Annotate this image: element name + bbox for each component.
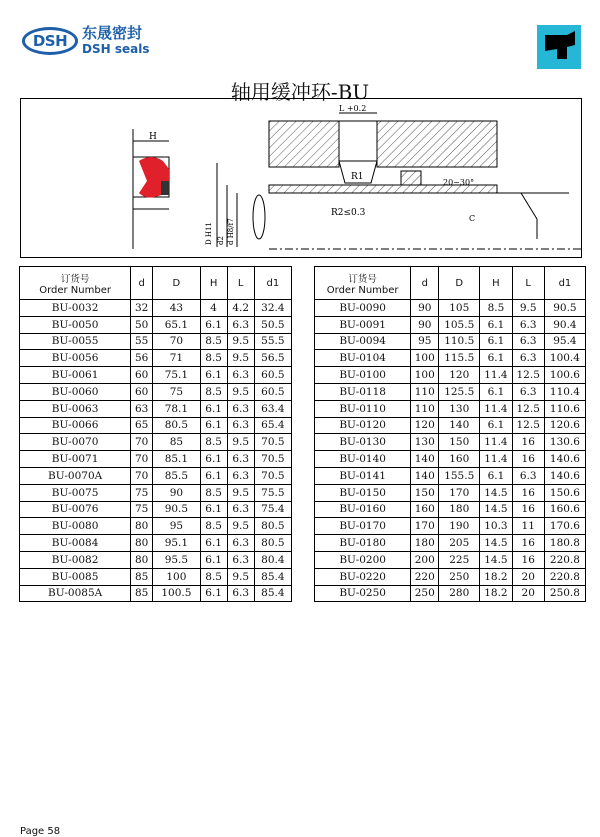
table-cell: 8.5	[200, 383, 227, 400]
table-cell: 78.1	[153, 400, 200, 417]
col-d1: d1	[254, 267, 291, 300]
table-cell: 6.1	[200, 400, 227, 417]
table-cell: 125.5	[439, 383, 480, 400]
col-L: L	[512, 267, 544, 300]
table-row	[20, 417, 292, 434]
table-cell: 6.3	[512, 316, 544, 333]
table-row	[20, 316, 292, 333]
table-cell: 180	[411, 535, 439, 552]
table-cell: 105	[439, 300, 480, 317]
table-cell: 50	[131, 316, 153, 333]
table-cell: 80.5	[153, 417, 200, 434]
table-cell: 14.5	[480, 551, 512, 568]
table-cell: 200	[411, 551, 439, 568]
table-cell: 95.5	[153, 551, 200, 568]
table-cell: 190	[439, 518, 480, 535]
table-cell: 6.3	[227, 451, 254, 468]
table-cell: 50.5	[254, 316, 291, 333]
company-logo	[22, 26, 149, 55]
table-cell: 11	[512, 518, 544, 535]
table-cell: 11.4	[480, 434, 512, 451]
table-cell: 180	[439, 501, 480, 518]
table-cell: 6.1	[200, 316, 227, 333]
table-cell: 16	[512, 434, 544, 451]
table-cell: 100.6	[544, 367, 585, 384]
table-cell: 160.6	[544, 501, 585, 518]
table-cell: 120	[439, 367, 480, 384]
col-L: L	[227, 267, 254, 300]
table-cell: 110	[411, 400, 439, 417]
table-cell: BU-0150	[315, 484, 411, 501]
table-cell: 65	[131, 417, 153, 434]
table-row	[20, 350, 292, 367]
table-cell: 150	[439, 434, 480, 451]
table-cell: 70	[131, 451, 153, 468]
table-cell: 140.6	[544, 451, 585, 468]
seal-profile-icon	[537, 25, 581, 69]
table-cell: 75	[131, 501, 153, 518]
table-row	[20, 501, 292, 518]
table-cell: 95	[153, 518, 200, 535]
table-cell: BU-0060	[20, 383, 131, 400]
table-cell: 6.3	[227, 316, 254, 333]
table-cell: 80	[131, 535, 153, 552]
table-row	[20, 434, 292, 451]
table-cell: 90	[153, 484, 200, 501]
table-cell: 85.4	[254, 568, 291, 585]
table-cell: 75.1	[153, 367, 200, 384]
table-cell: 6.3	[512, 350, 544, 367]
table-cell: 6.3	[227, 367, 254, 384]
table-cell: BU-0110	[315, 400, 411, 417]
table-cell: 8.5	[200, 350, 227, 367]
table-cell: 6.3	[227, 417, 254, 434]
table-cell: 56	[131, 350, 153, 367]
table-cell: BU-0082	[20, 551, 131, 568]
table-row	[20, 535, 292, 552]
table-row	[20, 451, 292, 468]
table-cell: BU-0250	[315, 585, 411, 602]
table-row	[20, 518, 292, 535]
col-D: D	[153, 267, 200, 300]
table-cell: BU-0118	[315, 383, 411, 400]
table-cell: 20	[512, 585, 544, 602]
table-cell: 8.5	[200, 434, 227, 451]
svg-text:d2: d2	[217, 236, 225, 245]
table-cell: 9.5	[512, 300, 544, 317]
table-cell: BU-0085A	[20, 585, 131, 602]
table-cell: 140	[411, 451, 439, 468]
table-cell: 6.1	[480, 467, 512, 484]
col-H: H	[480, 267, 512, 300]
table-cell: 14.5	[480, 501, 512, 518]
table-cell: 110.5	[439, 333, 480, 350]
table-row	[315, 383, 586, 400]
table-row	[20, 383, 292, 400]
table-cell: 100.4	[544, 350, 585, 367]
table-cell: BU-0050	[20, 316, 131, 333]
table-cell: BU-0120	[315, 417, 411, 434]
table-cell: 6.3	[227, 585, 254, 602]
table-cell: 90.5	[544, 300, 585, 317]
table-cell: 280	[439, 585, 480, 602]
table-cell: 12.5	[512, 367, 544, 384]
table-cell: 9.5	[227, 568, 254, 585]
table-cell: 250	[439, 568, 480, 585]
table-cell: BU-0085	[20, 568, 131, 585]
col-H: H	[200, 267, 227, 300]
logo-en: DSH seals	[82, 42, 150, 56]
table-row	[20, 367, 292, 384]
table-cell: BU-0100	[315, 367, 411, 384]
table-cell: 60.5	[254, 367, 291, 384]
table-cell: BU-0056	[20, 350, 131, 367]
table-cell: 115.5	[439, 350, 480, 367]
svg-text:20~30°: 20~30°	[443, 178, 475, 187]
table-cell: BU-0080	[20, 518, 131, 535]
table-row	[315, 585, 586, 602]
table-cell: 9.5	[227, 333, 254, 350]
table-cell: 4	[200, 300, 227, 317]
table-cell: 12.5	[512, 417, 544, 434]
table-cell: 20	[512, 568, 544, 585]
table-cell: 32	[131, 300, 153, 317]
table-row	[315, 518, 586, 535]
table-cell: 6.1	[480, 383, 512, 400]
table-cell: 6.1	[200, 417, 227, 434]
table-cell: 90	[411, 316, 439, 333]
table-row	[315, 434, 586, 451]
table-cell: 55	[131, 333, 153, 350]
table-row	[20, 551, 292, 568]
table-cell: 6.1	[200, 451, 227, 468]
table-cell: 85	[131, 585, 153, 602]
table-cell: BU-0220	[315, 568, 411, 585]
logo-text	[82, 26, 149, 55]
table-cell: BU-0170	[315, 518, 411, 535]
table-cell: BU-0070A	[20, 467, 131, 484]
table-cell: BU-0070	[20, 434, 131, 451]
table-cell: 80	[131, 551, 153, 568]
table-cell: 225	[439, 551, 480, 568]
seal-diagram	[20, 98, 582, 258]
table-cell: BU-0141	[315, 467, 411, 484]
col-d1: d1	[544, 267, 585, 300]
col-d: d	[411, 267, 439, 300]
table-cell: 170	[439, 484, 480, 501]
table-cell: 18.2	[480, 568, 512, 585]
table-cell: 32.4	[254, 300, 291, 317]
table-cell: 8.5	[200, 484, 227, 501]
table-cell: 6.1	[480, 316, 512, 333]
table-cell: 8.5	[200, 518, 227, 535]
table-cell: 110.6	[544, 400, 585, 417]
table-cell: BU-0061	[20, 367, 131, 384]
table-cell: 100.5	[153, 585, 200, 602]
table-cell: BU-0032	[20, 300, 131, 317]
svg-text:D H11: D H11	[205, 222, 213, 245]
table-cell: 90.5	[153, 501, 200, 518]
table-cell: 6.1	[200, 585, 227, 602]
table-cell: 14.5	[480, 535, 512, 552]
table-cell: 90	[411, 300, 439, 317]
table-cell: 6.3	[227, 551, 254, 568]
table-cell: BU-0200	[315, 551, 411, 568]
table-cell: 100	[411, 350, 439, 367]
table-cell: 6.1	[200, 535, 227, 552]
table-row	[315, 300, 586, 317]
table-cell: 6.1	[200, 501, 227, 518]
table-row	[20, 568, 292, 585]
table-cell: 75.4	[254, 501, 291, 518]
table-cell: 90.4	[544, 316, 585, 333]
table-cell: 170	[411, 518, 439, 535]
table-cell: BU-0076	[20, 501, 131, 518]
page-number: Page 58	[20, 826, 61, 837]
table-cell: 6.3	[227, 501, 254, 518]
table-cell: BU-0084	[20, 535, 131, 552]
table-cell: 250.8	[544, 585, 585, 602]
table-cell: 70	[131, 467, 153, 484]
table-cell: 18.2	[480, 585, 512, 602]
table-cell: BU-0063	[20, 400, 131, 417]
table-cell: 250	[411, 585, 439, 602]
table-cell: 14.5	[480, 484, 512, 501]
table-cell: 140	[411, 467, 439, 484]
table-cell: 160	[411, 501, 439, 518]
svg-text:C: C	[469, 214, 476, 223]
table-cell: 110	[411, 383, 439, 400]
table-cell: 60	[131, 383, 153, 400]
col-order: 订货号 Order Number	[315, 267, 411, 300]
table-cell: 6.3	[512, 467, 544, 484]
table-cell: 43	[153, 300, 200, 317]
table-row	[315, 333, 586, 350]
table-cell: 105.5	[439, 316, 480, 333]
table-cell: 85	[131, 568, 153, 585]
table-cell: BU-0140	[315, 451, 411, 468]
table-cell: 6.1	[480, 333, 512, 350]
table-cell: 80.5	[254, 518, 291, 535]
table-row	[315, 367, 586, 384]
table-cell: 12.5	[512, 400, 544, 417]
table-row	[20, 400, 292, 417]
table-cell: 75	[131, 484, 153, 501]
table-cell: 6.3	[227, 400, 254, 417]
table-cell: 95	[411, 333, 439, 350]
table-cell: 6.1	[200, 467, 227, 484]
table-row	[315, 417, 586, 434]
table-cell: 63.4	[254, 400, 291, 417]
table-row	[315, 451, 586, 468]
table-row	[20, 467, 292, 484]
table-cell: 6.3	[227, 535, 254, 552]
table-cell: 60.5	[254, 383, 291, 400]
table-row	[20, 333, 292, 350]
table-cell: 6.1	[200, 367, 227, 384]
table-cell: 85.1	[153, 451, 200, 468]
svg-text:H: H	[149, 132, 157, 142]
table-cell: 85.5	[153, 467, 200, 484]
table-cell: 140.6	[544, 467, 585, 484]
table-row	[315, 551, 586, 568]
table-cell: 8.5	[200, 333, 227, 350]
col-D: D	[439, 267, 480, 300]
table-cell: BU-0160	[315, 501, 411, 518]
table-cell: 10.3	[480, 518, 512, 535]
table-cell: 6.1	[200, 551, 227, 568]
table-cell: 56.5	[254, 350, 291, 367]
table-cell: 16	[512, 501, 544, 518]
logo-mark: DSH	[22, 27, 78, 55]
table-cell: BU-0090	[315, 300, 411, 317]
table-cell: 65.1	[153, 316, 200, 333]
table-cell: 63	[131, 400, 153, 417]
table-row	[315, 501, 586, 518]
table-cell: BU-0066	[20, 417, 131, 434]
page-title: 轴用缓冲环-BU	[230, 80, 370, 104]
table-cell: BU-0094	[315, 333, 411, 350]
table-cell: 80	[131, 518, 153, 535]
col-d: d	[131, 267, 153, 300]
table-row	[315, 568, 586, 585]
table-cell: 16	[512, 551, 544, 568]
table-cell: BU-0055	[20, 333, 131, 350]
table-cell: BU-0071	[20, 451, 131, 468]
table-row	[20, 585, 292, 602]
table-cell: 80.5	[254, 535, 291, 552]
table-cell: 205	[439, 535, 480, 552]
table-cell: BU-0075	[20, 484, 131, 501]
table-cell: 75.5	[254, 484, 291, 501]
table-cell: 220	[411, 568, 439, 585]
table-cell: 55.5	[254, 333, 291, 350]
table-cell: 70	[153, 333, 200, 350]
table-cell: 60	[131, 367, 153, 384]
table-cell: 130	[439, 400, 480, 417]
table-cell: 11.4	[480, 400, 512, 417]
table-cell: 6.3	[512, 383, 544, 400]
table-cell: 220.8	[544, 551, 585, 568]
table-cell: 11.4	[480, 367, 512, 384]
table-cell: 9.5	[227, 350, 254, 367]
table-cell: 6.3	[512, 333, 544, 350]
table-cell: 100	[411, 367, 439, 384]
svg-text:d H8/f7: d H8/f7	[227, 218, 235, 245]
table-cell: 120	[411, 417, 439, 434]
svg-text:L +0.2: L +0.2	[339, 104, 367, 113]
table-cell: BU-0180	[315, 535, 411, 552]
svg-text:R1: R1	[351, 172, 364, 182]
table-cell: 16	[512, 535, 544, 552]
table-cell: 160	[439, 451, 480, 468]
table-cell: 140	[439, 417, 480, 434]
table-cell: 130	[411, 434, 439, 451]
table-cell: 150.6	[544, 484, 585, 501]
size-table-right	[314, 266, 586, 602]
table-cell: 85.4	[254, 585, 291, 602]
table-row	[315, 467, 586, 484]
table-cell: 85	[153, 434, 200, 451]
table-cell: 6.1	[480, 350, 512, 367]
table-cell: 120.6	[544, 417, 585, 434]
table-row	[20, 484, 292, 501]
table-cell: 130.6	[544, 434, 585, 451]
svg-text:R2≤0.3: R2≤0.3	[331, 208, 366, 218]
logo-cn: 东晟密封	[82, 24, 143, 42]
table-cell: 8.5	[200, 568, 227, 585]
table-cell: 65.4	[254, 417, 291, 434]
table-row	[315, 535, 586, 552]
table-cell: 9.5	[227, 434, 254, 451]
table-cell: BU-0104	[315, 350, 411, 367]
table-cell: 9.5	[227, 518, 254, 535]
table-cell: 95.1	[153, 535, 200, 552]
table-cell: 150	[411, 484, 439, 501]
table-row	[315, 350, 586, 367]
table-cell: 110.4	[544, 383, 585, 400]
table-cell: 80.4	[254, 551, 291, 568]
table-row	[315, 400, 586, 417]
table-cell: 6.1	[480, 417, 512, 434]
table-cell: 16	[512, 484, 544, 501]
table-cell: 9.5	[227, 383, 254, 400]
size-table-left	[19, 266, 292, 602]
table-cell: 16	[512, 451, 544, 468]
table-cell: BU-0130	[315, 434, 411, 451]
table-cell: 6.3	[227, 467, 254, 484]
table-cell: 100	[153, 568, 200, 585]
table-cell: 70.5	[254, 467, 291, 484]
table-cell: 155.5	[439, 467, 480, 484]
table-cell: 11.4	[480, 451, 512, 468]
table-row	[20, 300, 292, 317]
col-order: 订货号 Order Number	[20, 267, 131, 300]
table-cell: 180.8	[544, 535, 585, 552]
table-cell: BU-0091	[315, 316, 411, 333]
table-cell: 95.4	[544, 333, 585, 350]
table-cell: 8.5	[480, 300, 512, 317]
table-cell: 220.8	[544, 568, 585, 585]
table-cell: 70.5	[254, 451, 291, 468]
table-row	[315, 484, 586, 501]
table-row	[315, 316, 586, 333]
table-cell: 70	[131, 434, 153, 451]
table-cell: 170.6	[544, 518, 585, 535]
table-cell: 75	[153, 383, 200, 400]
table-cell: 70.5	[254, 434, 291, 451]
table-cell: 9.5	[227, 484, 254, 501]
table-cell: 4.2	[227, 300, 254, 317]
table-cell: 71	[153, 350, 200, 367]
